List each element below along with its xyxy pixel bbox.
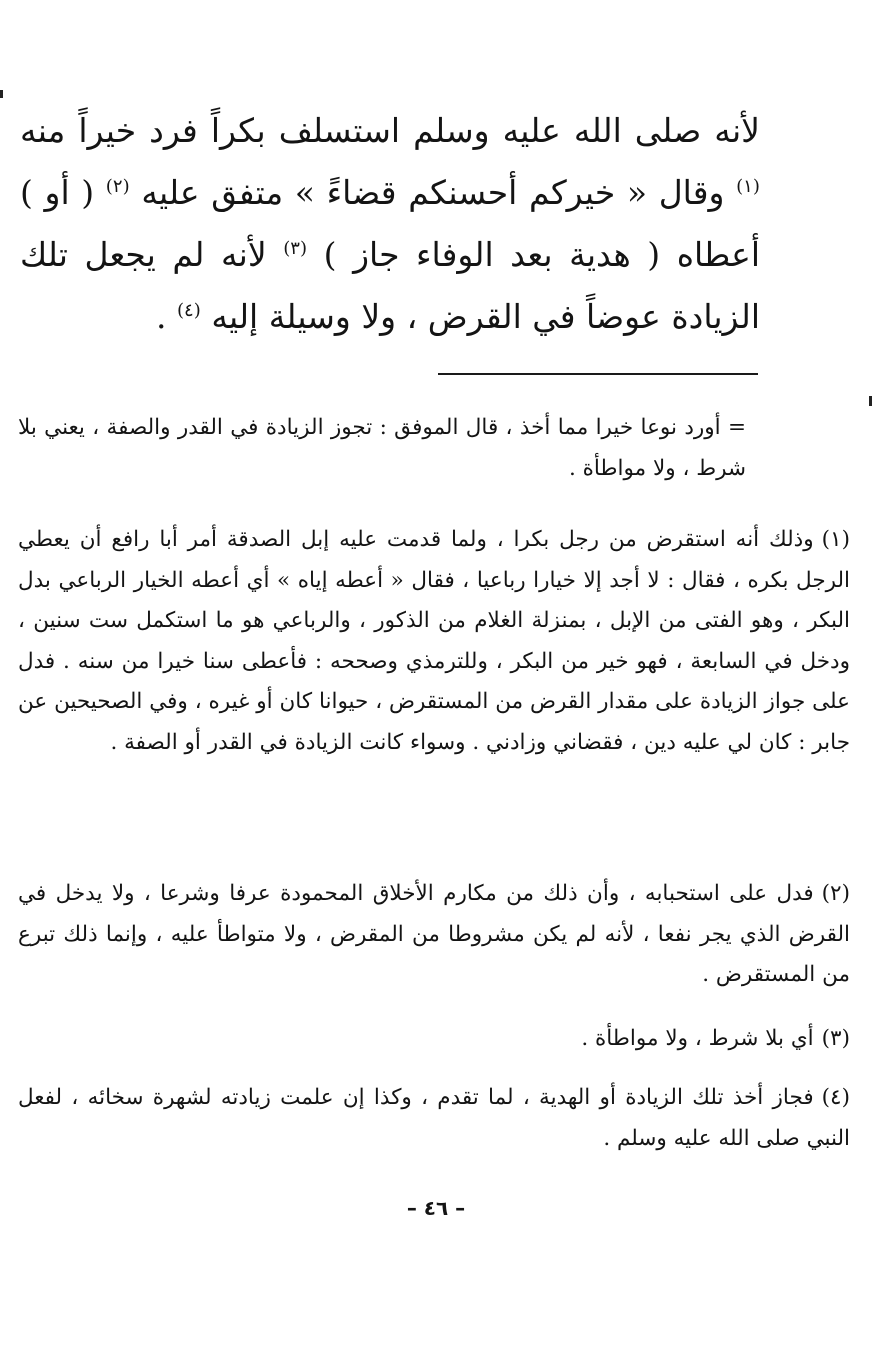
footnote-ref: (٢) bbox=[105, 176, 130, 197]
main-text-segment: لأنه صلى الله عليه وسلم استسلف بكراً فرد خيراً منه bbox=[20, 111, 760, 150]
page-number: – ٤٦ – bbox=[406, 1196, 466, 1220]
main-text-segment: ( أو ) أعطاه ( هدية بعد الوفاء جاز ) bbox=[20, 173, 760, 274]
footnote-4 bbox=[18, 1078, 850, 1159]
footnote-3 bbox=[18, 1019, 850, 1060]
footnote-text: فجاز أخذ تلك الزيادة أو الهدية ، لما تقدم ، وكذا إن علمت زيادته لشهرة سخائه ، لفعل النبي صلى الله عليه وسلم . bbox=[18, 1085, 850, 1151]
margin-mark bbox=[0, 90, 3, 98]
footnote-continuation bbox=[18, 408, 746, 489]
footnote-number: (٣) bbox=[821, 1026, 850, 1051]
footnote-number: (٤) bbox=[821, 1085, 850, 1110]
main-text-segment: . bbox=[155, 297, 167, 336]
footnote-separator bbox=[438, 373, 758, 375]
footnote-number: (٢) bbox=[821, 881, 850, 906]
main-text-segment: لأنه لم يجعل تلك الزيادة عوضاً في القرض ، ولا وسيلة إليه bbox=[20, 235, 760, 336]
footnote-ref: (٣) bbox=[283, 238, 308, 259]
main-text bbox=[20, 100, 760, 348]
footnote-number: (١) bbox=[821, 527, 850, 552]
footnote-text: أي بلا شرط ، ولا مواطأة . bbox=[581, 1026, 814, 1051]
footnote-text: فدل على استحبابه ، وأن ذلك من مكارم الأخلاق المحمودة عرفا وشرعا ، ولا يدخل في القرض الذي يجر نفعا ، لأنه لم يكن مشروطا من المقرض ، ولا متواطأ عليه ، وإنما ذلك تبرع من المستقرض . bbox=[18, 881, 850, 987]
footnote-text: = أورد نوعا خيرا مما أخذ ، قال الموفق : تجوز الزيادة في القدر والصفة ، يعني بلا شرط ، ولا مواطأة . bbox=[18, 415, 746, 481]
footnote-ref: (١) bbox=[736, 176, 760, 197]
footnote-2 bbox=[18, 874, 850, 996]
footnote-text: وذلك أنه استقرض من رجل بكرا ، ولما قدمت عليه إبل الصدقة أمر أبا رافع أن يعطي الرجل بكره ، فقال : لا أجد إلا خيارا رباعيا ، فقال « أعطه إياه » أي أعطه الخيار الرباعي بدل البكر ، وهو الفتى من الإبل ، بمنزلة الغلام من الذكور ، والرباعي هو ما استكمل ست سنين ، ودخل في السابعة ، فهو خير من البكر ، وللترمذي وصححه : فأعطى سنا خيرا من سنه . فدل على جواز الزيادة على مقدار القرض من المستقرض ، حيوانا كان أو غيره ، وفي الصحيحين عن جابر : كان لي عليه دين ، فقضاني وزادني . وسواء كانت الزيادة في القدر أو الصفة . bbox=[18, 527, 850, 755]
footnote-1 bbox=[18, 520, 850, 763]
main-text-segment: وقال « خيركم أحسنكم قضاءً » متفق عليه bbox=[141, 173, 725, 212]
footnote-ref: (٤) bbox=[176, 300, 201, 321]
